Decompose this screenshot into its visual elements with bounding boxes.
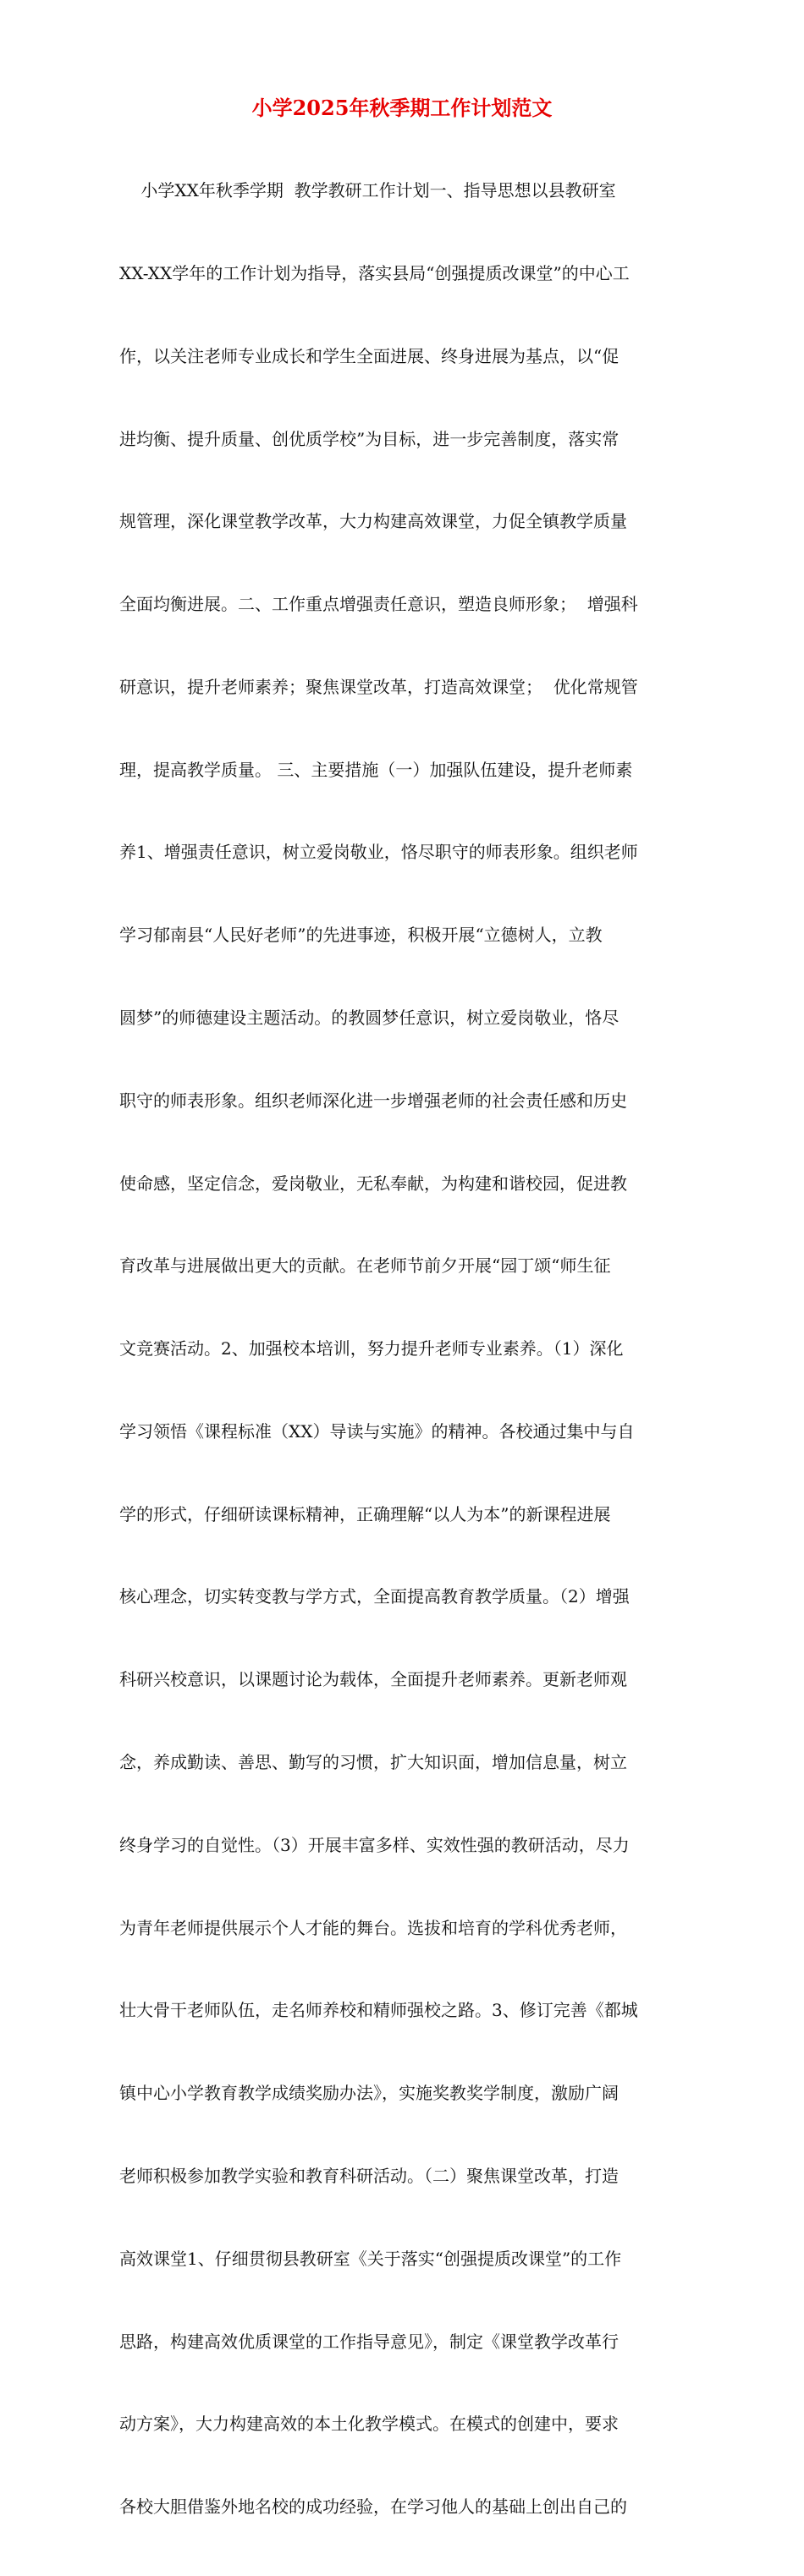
body-line: 念，养成勤读、善思、勤写的习惯，扩大知识面，增加信息量，树立: [119, 1752, 627, 1773]
body-line: 全面均衡进展。二、工作重点增强责任意识，塑造良师形象； 增强科: [119, 594, 638, 615]
body-line: 学习郁南县“人民好老师”的先进事迹，积极开展“立德树人，立教: [119, 925, 603, 946]
body-line: 小学XX年秋季学期 教学教研工作计划一、指导思想以县教研室: [119, 180, 616, 201]
body-line: 研意识，提升老师素养；聚焦课堂改革，打造高效课堂； 优化常规管: [119, 676, 638, 697]
body-line: 高效课堂1、仔细贯彻县教研室《关于落实“创强提质改课堂”的工作: [119, 2248, 622, 2269]
body-line: 老师积极参加教学实验和教育科研活动。（二）聚焦课堂改革，打造: [119, 2165, 619, 2186]
body-line: 镇中心小学教育教学成绩奖励办法》，实施奖教奖学制度，激励广阔: [119, 2083, 619, 2104]
body-line: 文竞赛活动。2、加强校本培训，努力提升老师专业素养。（1）深化: [119, 1338, 624, 1359]
body-line: 进均衡、提升质量、创优质学校”为目标，进一步完善制度，落实常: [119, 428, 620, 449]
body-line: 养1、增强责任意识，树立爱岗敬业，恪尽职守的师表形象。组织老师: [119, 842, 638, 863]
body-line: 理，提高教学质量。 三、主要措施（一）加强队伍建设，提升老师素: [119, 759, 633, 780]
body-line: 育改革与进展做出更大的贡献。在老师节前夕开展“园丁颂“师生征: [119, 1255, 611, 1277]
body-line: 规管理，深化课堂教学改革，大力构建高效课堂，力促全镇教学质量: [119, 511, 627, 532]
body-line: 各校大胆借鉴外地名校的成功经验，在学习他人的基础上创出自己的: [119, 2496, 627, 2518]
body-line: XX-XX学年的工作计划为指导，落实县局“创强提质改课堂”的中心工: [119, 262, 630, 283]
body-line: 核心理念，切实转变教与学方式，全面提高教育教学质量。（2）增强: [119, 1586, 630, 1607]
body-line: 为青年老师提供展示个人才能的舞台。选拔和培育的学科优秀老师，: [119, 1917, 627, 1938]
document-title: 小学2025年秋季期工作计划范文: [251, 96, 553, 120]
document-body: [119, 122, 695, 2576]
body-line: 职守的师表形象。组织老师深化进一步增强老师的社会责任感和历史: [119, 1090, 627, 1111]
body-line: 学习领悟《课程标准（XX）导读与实施》的精神。各校通过集中与自: [119, 1420, 635, 1442]
body-line: 终身学习的自觉性。（3）开展丰富多样、实效性强的教研活动，尽力: [119, 1834, 630, 1855]
body-line: 使命感，坚定信念，爱岗敬业，无私奉献，为构建和谐校园，促进教: [119, 1173, 627, 1194]
body-line: 科研兴校意识，以课题讨论为载体，全面提升老师素养。更新老师观: [119, 1669, 627, 1690]
body-line: 圆梦”的师德建设主题活动。的教圆梦任意识，树立爱岗敬业，恪尽: [119, 1008, 620, 1028]
body-line: 思路，构建高效优质课堂的工作指导意见》，制定《课堂教学改革行: [119, 2331, 619, 2352]
body-line: 作，以关注老师专业成长和学生全面进展、终身进展为基点，以“促: [119, 345, 620, 366]
body-line: 壮大骨干老师队伍，走名师养校和精师强校之路。3、修订完善《都城: [119, 2000, 638, 2021]
body-line: 学的形式，仔细研读课标精神，正确理解“以人为本”的新课程进展: [119, 1503, 611, 1524]
body-line: 动方案》，大力构建高效的本土化教学模式。在模式的创建中，要求: [119, 2414, 619, 2435]
